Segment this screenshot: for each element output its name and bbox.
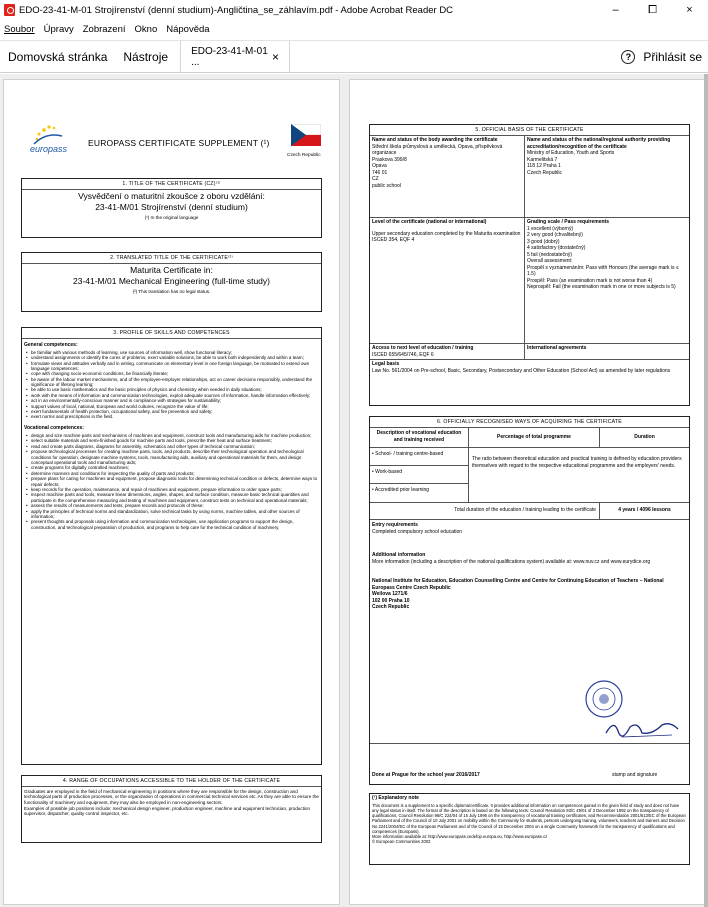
done-at: Done at Prague for the school year 2016/2017 [372,772,480,778]
list-item: • determine manners and conditions for inspecting the quality of parts and products; [25,471,318,476]
europass-logo-text: europass [30,144,68,154]
section-6 [369,416,690,785]
grading-line: 5 fail (nedostatečný) [527,251,573,258]
note-text: This document is a supplement to a specific diploma/certificate. It provides additional information on competences gained in the given field of study and does not have any legal status in itself. The format of the description is based on the following texts: Council Resolution 93/C 49/01 of 3 December 1992 on the transparency of qualifications, Council Resolution 96/C 224/04 of 15 July 1996 on the transparency of vocational training certificates, and Recommendation 2001/613/EC of the European Parliament and of the Council of 10 July 2001 on mobility within the Community for students, persons undergoing training, volunteers, teachers and trainers and Decision No 2241/2004/EC of the European Parliament and of the Council of 15 December 2004 on a single Community framework for the transparency of qualifications and competences (Europass). [372,802,686,834]
awarding-body-line: Střední škola průmyslová a umělecká, Opava, příspěvková organizace [372,143,503,156]
general-competences-list [22,350,321,420]
institute-line: 102 00 Praha 10 [372,597,410,604]
section-2 [21,252,322,312]
grading-line: 3 good (dobrý) [527,238,560,245]
grading-line: Prospěl: Pass (an examination mark is not worse than 4) [527,277,653,284]
section-4 [21,775,322,843]
institute-line: Weilova 1271/6 [372,591,408,597]
entry-heading: Entry requirements [372,522,418,528]
explanatory-note [369,793,690,865]
ratio-text: The ratio between theoretical education and practical training is defined by education providers themselves with regard to the respective educational programme and the employers' needs. [472,456,682,469]
access-value: ISCED 655/645/746, EQF 6 [372,351,434,358]
legal-basis [370,360,689,375]
accreditation-line: Karmelitská 7 [527,156,558,163]
list-item: • cope with changing socio-economic conditions, be financially literate; [25,371,318,376]
row-work-based [370,468,468,477]
note-copyright: © European Communities 2002 [372,839,431,845]
total-duration-label: Total duration of the education / training leading to the certificate [454,507,596,513]
grading-line: Neprospěl: Fail (the examination mark in one or more subjects is 5) [527,284,676,290]
maximize-button[interactable]: ⧠ [648,4,657,16]
additional-text: More information (including a description of the national qualifications system) available at: www.nuv.cz and www.eurydice.org [372,558,651,565]
list-item: • propose technological processes for creating machine parts, tools, and products, describe their technological operation and technological conditions for operation, designate machine systems, tools, manufacturing aids, auxiliary and operational materials for them, and design conceptual operational tools and manufacturing aids; [25,449,318,465]
menu-bar [0,20,708,38]
acrobat-icon [4,4,15,16]
agreements-heading: International agreements [527,345,587,351]
note-more: More information available at: http://www.europass.cedefop.europa.eu, http://www.europass.cz [372,834,548,839]
list-item: • work with the means of information and communication technologies, exploit adequate sources of information, handle information effectively; [25,393,318,398]
grading-scale [525,218,690,292]
cert-title-cz-2: 23-41-M/01 Strojírenství (denní studium) [95,202,248,213]
section-5-header: 5. OFFICIAL BASIS OF THE CERTIFICATE [370,125,689,136]
accreditation-line: Ministry of Education, Youth and Sports [527,150,615,156]
grading-line: Overall assessment: [527,258,573,264]
legal-basis-text: Law No. 561/2004 on Pre-school, Basic, Secondary, Postsecondary and Other Education (School Act) as amended by later regulations [372,367,671,374]
grading-line: Prospěl s vyznamenáním: Pass with Honours (the average mark is ≤ 1.5) [527,264,679,277]
vocational-competences-heading: Vocational competences: [24,424,84,431]
menu-soubor[interactable]: Soubor [4,23,35,35]
row-school-based [370,450,468,459]
cert-title-cz: Vysvědčení o maturitní zkoušce z oboru vzdělání: [78,190,265,201]
minimize-button[interactable]: – [612,4,619,16]
awarding-body [370,136,524,190]
accreditation-authority [525,136,690,177]
awarding-body-line: public school [372,182,401,189]
section-1 [21,178,322,238]
institute-line: Czech Republic [372,604,410,610]
list-item: • select suitable materials and semi-finished goods for machine parts and tools, prescribe their heat and surface treatment; [25,438,318,443]
certificate-level [370,218,524,245]
list-item: • understand assignments or identify the cores of problems, exert variable solutions, be able to work both independently and within a team; [25,355,318,360]
row-label: Work-based [375,469,403,475]
section-1-header: 1. TITLE OF THE CERTIFICATE (CZ)⁽¹⁾ [22,179,321,190]
col-duration: Duration [634,434,655,440]
section-2-header: 2. TRANSLATED TITLE OF THE CERTIFICATE⁽²⁾ [22,253,321,264]
row-label: Accredited prior learning [374,487,430,493]
tab-tools[interactable]: Nástroje [123,49,169,64]
tab-bar [0,40,708,73]
accreditation-line: 118 12 Praha 1 [527,163,561,169]
official-stamp [585,680,623,718]
awarding-body-line: Praskova 399/8 [372,156,407,163]
list-item: • exert fundamentals of health protection, occupational safety, and fire prevention and safety; [25,409,318,414]
sign-in-button[interactable]: Přihlásit se [643,49,702,64]
bullet-icon: • [372,487,375,493]
grading-line: 4 satisfactory (dostatečný) [527,245,586,251]
total-duration-value: 4 years / 4096 lessons [618,507,671,513]
list-item: • create programs for digitally controlled machines; [25,465,318,470]
occupations-examples: Examples of possible job positions include: mechanical design engineer, production engineer, machine and equipment technician, production supervisor, dispatcher, quality control inspector, etc. [24,805,311,817]
country-label: Czech Republic [287,153,321,158]
awarding-body-heading: Name and status of the body awarding the certificate [372,137,498,143]
awarding-body-line: 746 01 [372,169,388,176]
institute-block [370,577,689,612]
general-competences-heading: General competences: [24,341,78,348]
document-viewer[interactable] [0,74,708,907]
section-2-note: (²) This translation has no legal status. [132,289,211,295]
row-label: School- / training centre-based [375,451,444,457]
list-item: • formulate views and attitudes verbally and in writing, communicate on elementary level in one foreign language, be motivated to extend own language competences; [25,361,318,372]
accreditation-line: Czech Republic [527,169,563,176]
institute-line: National Institute for Education, Education Counselling Centre and Centre for Continuing Education of Teachers – National Europass Centre Czech Republic [372,578,664,591]
tab-document-label: EDO-23-41-M-01 ... [191,45,268,68]
level-heading: Level of the certificate (national or international) [372,219,487,225]
tab-close-icon[interactable]: × [272,49,280,64]
legal-basis-heading: Legal basis [372,361,400,367]
level-line: Upper secondary education completed by the Maturita examination [372,230,521,237]
col-description: Description of vocational education and training received [376,430,462,443]
window-title: EDO-23-41-M-01 Strojírenství (denní studium)-Angličtina_se_záhlavím.pdf - Adobe Acrobat Reader DC [19,4,454,16]
list-item: • act in an environmentally-conscious manner and in compliance with strategies for sustainability; [25,398,318,403]
pdf-page-1 [3,79,340,905]
entry-text: Completed compulsory school education [372,528,463,535]
list-item: • be familiar with various methods of learning, use sources of information well, show functional literacy; [25,350,318,355]
list-item: • prepare plans for caring for machines and equipment, propose diagnostic tools for determining technical condition or defects, determine ways to repair defects; [25,476,318,487]
list-item: • assess the results of measurements and tests, prepare records and protocols of these; [25,503,318,508]
pdf-page-2 [349,79,705,905]
additional-heading: Additional information [372,552,426,558]
section-1-note: (¹) In the original language [144,215,199,221]
access-heading: Access to next level of education / training [372,345,474,351]
vocational-competences-list [22,433,321,530]
europass-logo [26,122,74,156]
vertical-scrollbar[interactable] [704,74,708,907]
title-bar [0,0,708,20]
list-item: • design and size machine parts and mechanisms of machines and equipment, construct tools and manufacturing aids for machine production; [25,433,318,438]
access-next-level [370,344,524,359]
section-3 [21,327,322,765]
list-item: • inspect machine parts and tools, measure linear dimensions, angles, shapes, and surface condition, measure basic technical quantities and participate in the comprehensive measuring and testing of machines and equipment, construct tests on technical and operational materials; [25,492,318,503]
level-line: ISCED 354, EQF 4 [372,237,415,243]
close-button[interactable]: × [686,4,693,16]
list-item: • apply the principles of technical norms and standardization, solve technical tasks by using norms, machine tables, and other sources of information; [25,509,318,520]
awarding-body-line: CZ [372,176,379,182]
list-item: • support values of local, national, European and world cultures, recognize the value of life; [25,404,318,409]
tab-home[interactable]: Domovská stránka [8,49,108,64]
section-5 [369,124,690,406]
section-4-header: 4. RANGE OF OCCUPATIONS ACCESSIBLE TO THE HOLDER OF THE CERTIFICATE [22,776,321,787]
list-item: • be aware of the labour market mechanisms, and of the employee-employer relationships, act on career decisions responsibly, understand the significance of lifelong learning; [25,377,318,388]
section-6-header: 6. OFFICIALLY RECOGNISED WAYS OF ACQUIRING THE CERTIFICATE [370,417,689,428]
grading-line: 1 excellent (výborný) [527,225,574,232]
accreditation-heading: Name and status of the national/regional authority providing accreditation/recognition of the certificate [527,137,671,150]
bullet-icon: • [372,469,376,475]
col-percentage: Percentage of total programme [497,434,571,440]
list-item: • exert norms and prescriptions in the field. [25,414,318,419]
signature [602,717,682,741]
grading-line: 2 very good (chvalitebný) [527,232,583,238]
occupations-text: Graduates are employed in the field of mechanical engineering in positions where they are responsible for the design, construction and technological parts of production processes, or the organization of operations in commercial technical services etc. As they are able to ensure the functionality of machinery and equipment, they may also be employed in non-engineering sectors. [24,788,319,805]
menu-zobrazeni[interactable]: Zobrazení [82,23,126,35]
section-3-header: 3. PROFILE OF SKILLS AND COMPETENCES [22,328,321,339]
bullet-icon: • [372,451,376,457]
grading-heading: Grading scale / Pass requirements [527,219,609,225]
international-agreements [525,344,690,353]
menu-okno[interactable]: Okno [134,23,158,35]
cert-title-en: Maturita Certificate in: [130,264,213,275]
help-icon[interactable]: ? [621,50,635,64]
menu-napoveda[interactable]: Nápověda [166,23,210,35]
supplement-title: EUROPASS CERTIFICATE SUPPLEMENT (¹) [88,138,270,148]
list-item: • read and create parts diagrams, diagrams for assembly, schematics and other types of technical communication; [25,444,318,449]
list-item: • present thoughts and proposals using information and communication technologies, use application programs to support the design, construction, and technological preparation of production, and programs to help care for the technical condition of machinery. [25,519,318,530]
list-item: • be able to use basic mathematics and the basic principles of physics and chemistry when needed in daily situations; [25,387,318,392]
note-heading: (¹) Explanatory note [372,795,419,801]
stamp-signature-label: stamp and signature [612,772,658,778]
awarding-body-line: Opava [372,163,387,169]
row-prior-learning [370,486,468,495]
czech-flag [291,124,321,146]
tab-document[interactable] [180,41,290,72]
list-item: • keep records for the operation, maintenance, and repair of machines and equipment, prepare information to order spare parts; [25,487,318,492]
additional-information [370,551,689,566]
cert-title-en-2: 23-41-M/01 Mechanical Engineering (full-time study) [72,276,270,287]
menu-upravy[interactable]: Úpravy [43,23,74,35]
entry-requirements [370,521,689,536]
